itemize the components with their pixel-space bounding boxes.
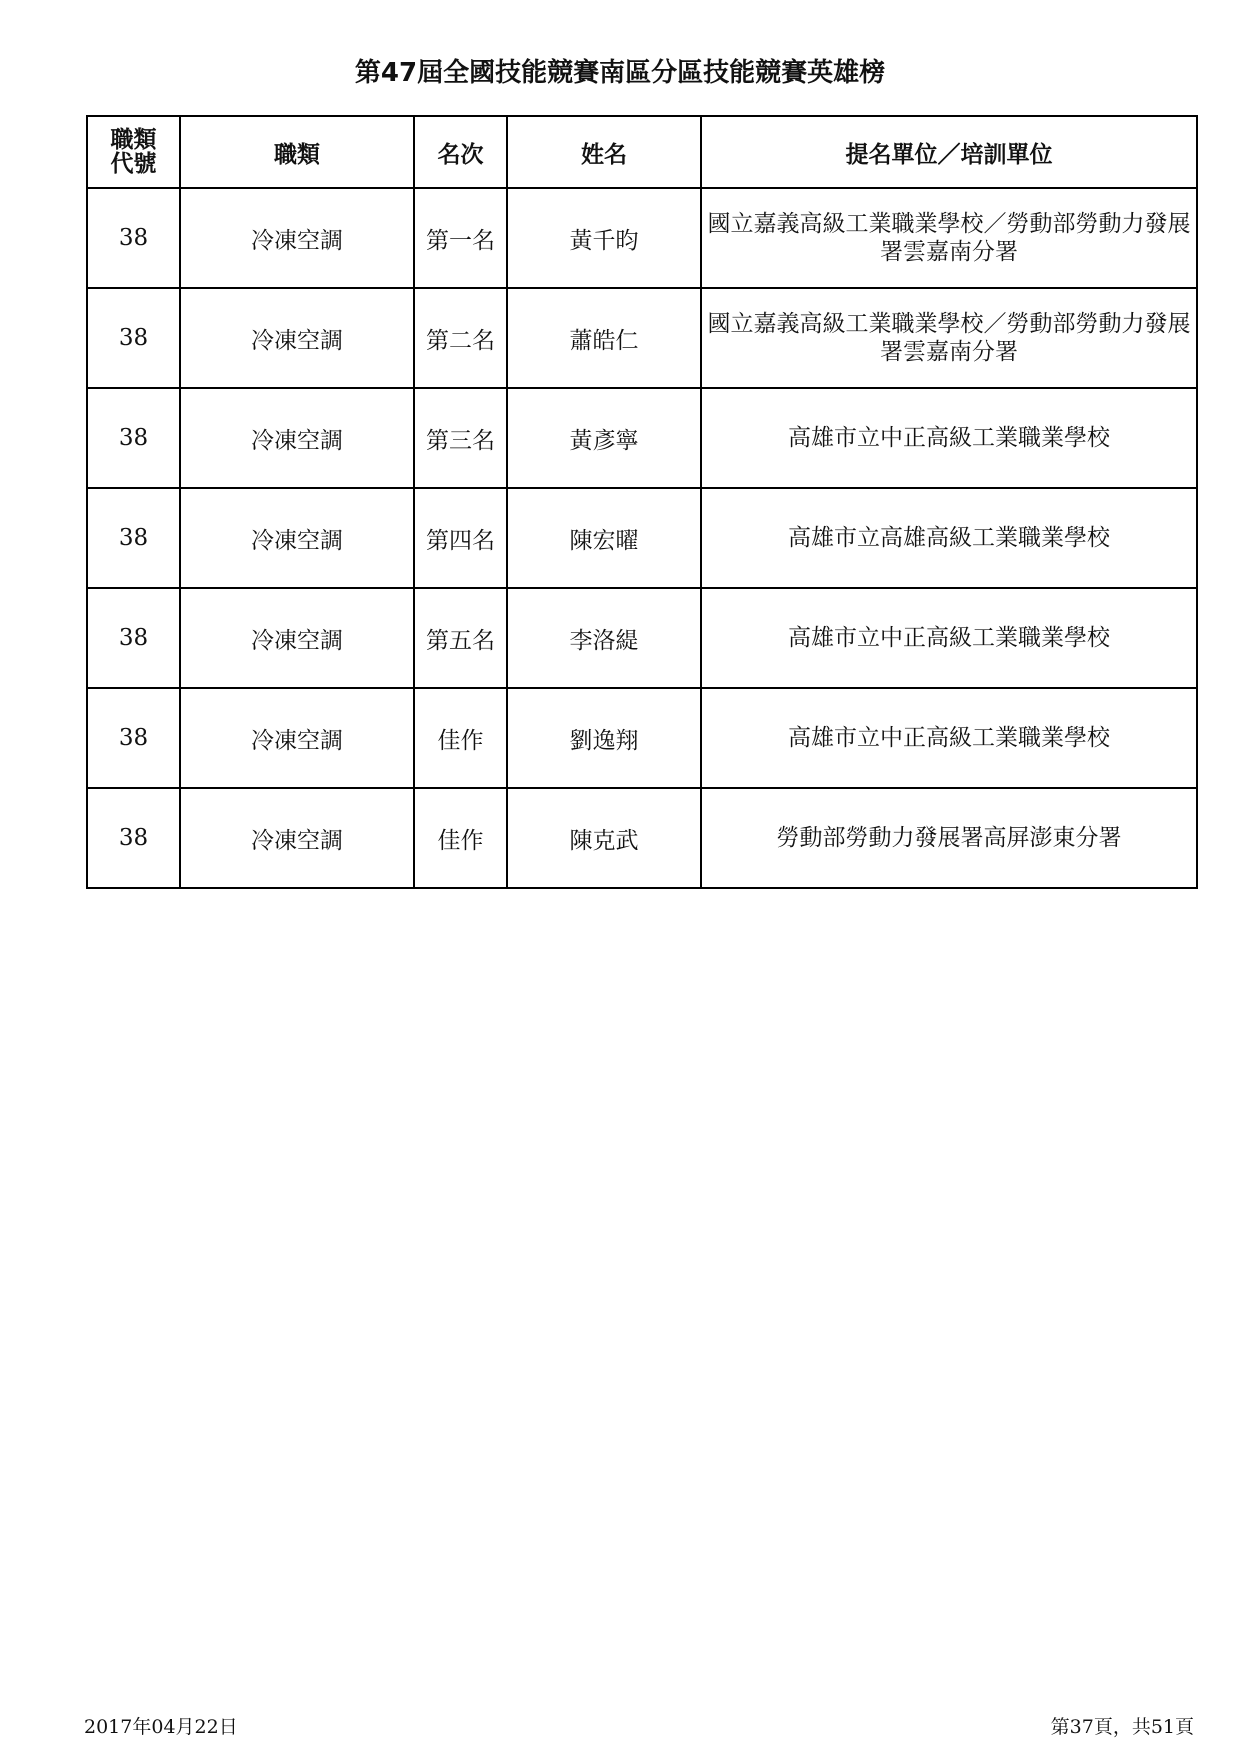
- cell-trade: 冷凍空調: [180, 288, 414, 388]
- footer-date: 2017年04月22日: [84, 1716, 238, 1738]
- cell-rank: 佳作: [414, 688, 507, 788]
- page-title: 第47屆全國技能競賽南區分區技能競賽英雄榜: [354, 58, 886, 88]
- cell-name: 黃彥寧: [507, 388, 701, 488]
- cell-name: 陳宏曜: [507, 488, 701, 588]
- cell-rank: 第二名: [414, 288, 507, 388]
- cell-trade: 冷凍空調: [180, 688, 414, 788]
- cell-code: 38: [87, 488, 180, 588]
- table-row: [87, 588, 1197, 688]
- cell-trade: 冷凍空調: [180, 388, 414, 488]
- cell-unit: 高雄市立高雄高級工業職業學校: [701, 488, 1197, 588]
- table-header-row: [87, 116, 1197, 188]
- cell-name: 蕭皓仁: [507, 288, 701, 388]
- header-trade-code-line2: 代號: [110, 151, 157, 177]
- cell-rank: 第四名: [414, 488, 507, 588]
- header-unit: 提名單位／培訓單位: [701, 116, 1197, 188]
- table-row: [87, 788, 1197, 888]
- header-rank: 名次: [414, 116, 507, 188]
- cell-code: 38: [87, 788, 180, 888]
- cell-unit: 高雄市立中正高級工業職業學校: [701, 588, 1197, 688]
- table-row: [87, 288, 1197, 388]
- cell-code: 38: [87, 288, 180, 388]
- results-table: [86, 115, 1198, 889]
- cell-code: 38: [87, 388, 180, 488]
- cell-unit: 高雄市立中正高級工業職業學校: [701, 388, 1197, 488]
- cell-rank: 第五名: [414, 588, 507, 688]
- table-row: [87, 388, 1197, 488]
- cell-code: 38: [87, 188, 180, 288]
- table-row: [87, 488, 1197, 588]
- cell-unit: 國立嘉義高級工業職業學校／勞動部勞動力發展署雲嘉南分署: [701, 188, 1197, 288]
- cell-trade: 冷凍空調: [180, 588, 414, 688]
- cell-rank: 佳作: [414, 788, 507, 888]
- table-row: [87, 188, 1197, 288]
- cell-name: 陳克武: [507, 788, 701, 888]
- cell-rank: 第一名: [414, 188, 507, 288]
- header-trade: 職類: [180, 116, 414, 188]
- header-trade-code-line1: 職類: [110, 127, 157, 153]
- cell-trade: 冷凍空調: [180, 188, 414, 288]
- header-trade-code: [87, 116, 180, 188]
- cell-name: 劉逸翔: [507, 688, 701, 788]
- cell-name: 黃千昀: [507, 188, 701, 288]
- cell-unit: 勞動部勞動力發展署高屏澎東分署: [701, 788, 1197, 888]
- cell-code: 38: [87, 688, 180, 788]
- cell-unit: 國立嘉義高級工業職業學校／勞動部勞動力發展署雲嘉南分署: [701, 288, 1197, 388]
- cell-name: 李洛緹: [507, 588, 701, 688]
- table-row: [87, 688, 1197, 788]
- footer-page-number: 第37頁，共51頁: [1050, 1716, 1194, 1738]
- cell-unit: 高雄市立中正高級工業職業學校: [701, 688, 1197, 788]
- cell-code: 38: [87, 588, 180, 688]
- cell-trade: 冷凍空調: [180, 788, 414, 888]
- header-name: 姓名: [507, 116, 701, 188]
- cell-trade: 冷凍空調: [180, 488, 414, 588]
- cell-rank: 第三名: [414, 388, 507, 488]
